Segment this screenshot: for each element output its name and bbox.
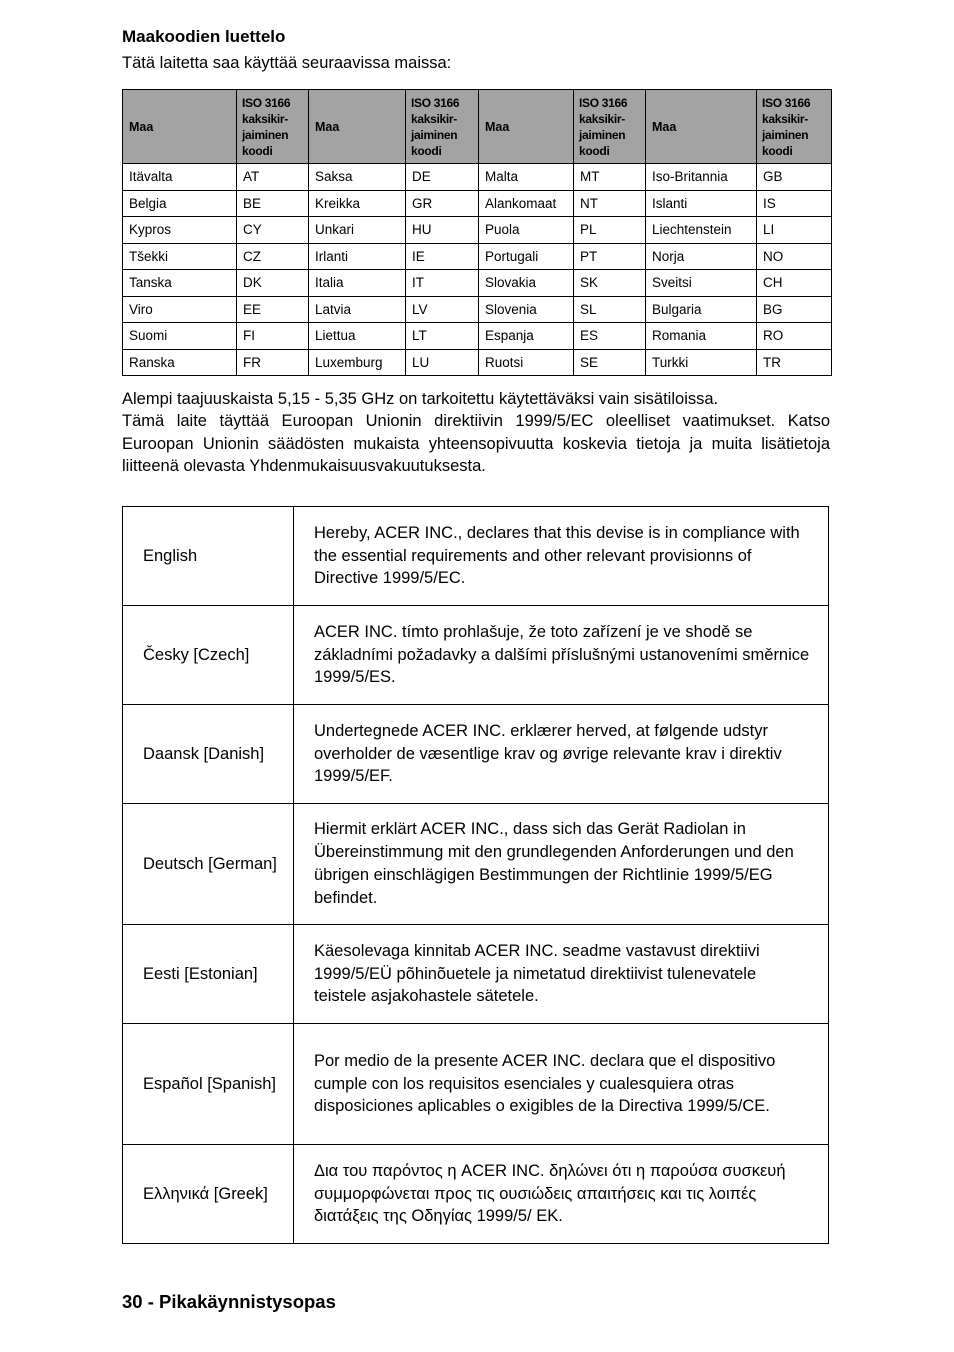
section-intro: Tätä laitetta saa käyttää seuraavissa maissa: bbox=[122, 54, 452, 72]
country-name-cell: Luxemburg bbox=[309, 349, 406, 376]
country-code-cell: PL bbox=[574, 217, 646, 244]
country-code-cell: SE bbox=[574, 349, 646, 376]
country-code-cell: LI bbox=[757, 217, 832, 244]
country-name-cell: Tanska bbox=[123, 270, 237, 297]
country-code-cell: EE bbox=[237, 296, 309, 323]
table-row bbox=[123, 243, 832, 270]
declaration-row bbox=[123, 804, 829, 925]
country-name-cell: Norja bbox=[646, 243, 757, 270]
header-iso-code: ISO 3166 kaksikir-jaiminen koodi bbox=[574, 90, 646, 164]
country-code-cell: GR bbox=[406, 190, 479, 217]
table-row bbox=[123, 323, 832, 350]
country-name-cell: Bulgaria bbox=[646, 296, 757, 323]
country-name-cell: Viro bbox=[123, 296, 237, 323]
country-code-cell: SK bbox=[574, 270, 646, 297]
country-name-cell: Belgia bbox=[123, 190, 237, 217]
country-table-body bbox=[123, 164, 832, 376]
country-name-cell: Itävalta bbox=[123, 164, 237, 191]
country-name-cell: Suomi bbox=[123, 323, 237, 350]
declaration-row bbox=[123, 507, 829, 606]
country-code-cell: CH bbox=[757, 270, 832, 297]
declaration-language: English bbox=[123, 507, 294, 606]
country-code-cell: LV bbox=[406, 296, 479, 323]
country-name-cell: Latvia bbox=[309, 296, 406, 323]
country-code-cell: IS bbox=[757, 190, 832, 217]
country-name-cell: Liettua bbox=[309, 323, 406, 350]
declaration-row bbox=[123, 705, 829, 804]
country-code-cell: FR bbox=[237, 349, 309, 376]
table-row bbox=[123, 270, 832, 297]
country-code-cell: LT bbox=[406, 323, 479, 350]
declaration-table-body bbox=[123, 507, 829, 1244]
header-country: Maa bbox=[123, 90, 237, 164]
country-name-cell: Ruotsi bbox=[479, 349, 574, 376]
country-name-cell: Alankomaat bbox=[479, 190, 574, 217]
header-iso-code: ISO 3166 kaksikir-jaiminen koodi bbox=[757, 90, 832, 164]
declaration-row bbox=[123, 925, 829, 1024]
country-code-cell: SL bbox=[574, 296, 646, 323]
country-code-cell: NO bbox=[757, 243, 832, 270]
country-name-cell: Turkki bbox=[646, 349, 757, 376]
table-row bbox=[123, 296, 832, 323]
country-name-cell: Kreikka bbox=[309, 190, 406, 217]
country-code-cell: DK bbox=[237, 270, 309, 297]
country-code-table bbox=[122, 89, 832, 376]
country-code-cell: IE bbox=[406, 243, 479, 270]
declaration-row bbox=[123, 1024, 829, 1145]
declaration-text: Hiermit erklärt ACER INC., dass sich das Gerät Radiolan in Übereinstimmung mit den grundlegenden Anforderungen und den übrigen einschlägigen Bestimmungen der Richtlinie 1999/5/EG befindet. bbox=[294, 804, 829, 925]
table-row bbox=[123, 164, 832, 191]
country-code-cell: MT bbox=[574, 164, 646, 191]
country-code-cell: AT bbox=[237, 164, 309, 191]
header-country: Maa bbox=[309, 90, 406, 164]
country-name-cell: Unkari bbox=[309, 217, 406, 244]
country-name-cell: Slovenia bbox=[479, 296, 574, 323]
country-code-cell: DE bbox=[406, 164, 479, 191]
declaration-text: Hereby, ACER INC., declares that this devise is in compliance with the essential requirements and other relevant provisionns of Directive 1999/5/EC. bbox=[294, 507, 829, 606]
country-name-cell: Tšekki bbox=[123, 243, 237, 270]
section-title: Maakoodien luettelo bbox=[122, 27, 286, 46]
declaration-row bbox=[123, 1145, 829, 1244]
country-name-cell: Slovakia bbox=[479, 270, 574, 297]
table-row bbox=[123, 217, 832, 244]
table-header-row bbox=[123, 90, 832, 164]
country-code-cell: BG bbox=[757, 296, 832, 323]
country-code-cell: PT bbox=[574, 243, 646, 270]
table-row bbox=[123, 349, 832, 376]
country-code-cell: CY bbox=[237, 217, 309, 244]
frequency-note: Alempi taajuuskaista 5,15 - 5,35 GHz on tarkoitettu käytettäväksi vain sisätiloissa. bbox=[122, 390, 719, 408]
country-name-cell: Sveitsi bbox=[646, 270, 757, 297]
country-name-cell: Puola bbox=[479, 217, 574, 244]
country-name-cell: Malta bbox=[479, 164, 574, 191]
country-name-cell: Italia bbox=[309, 270, 406, 297]
declaration-language: Ελληνικά [Greek] bbox=[123, 1145, 294, 1244]
country-code-cell: TR bbox=[757, 349, 832, 376]
table-row bbox=[123, 190, 832, 217]
header-country: Maa bbox=[479, 90, 574, 164]
header-iso-code: ISO 3166 kaksikir-jaiminen koodi bbox=[237, 90, 309, 164]
country-code-cell: CZ bbox=[237, 243, 309, 270]
country-code-cell: GB bbox=[757, 164, 832, 191]
declaration-language: Español [Spanish] bbox=[123, 1024, 294, 1145]
country-code-cell: LU bbox=[406, 349, 479, 376]
country-name-cell: Saksa bbox=[309, 164, 406, 191]
country-name-cell: Islanti bbox=[646, 190, 757, 217]
country-name-cell: Liechtenstein bbox=[646, 217, 757, 244]
country-name-cell: Iso-Britannia bbox=[646, 164, 757, 191]
country-code-cell: NT bbox=[574, 190, 646, 217]
country-code-cell: ES bbox=[574, 323, 646, 350]
country-code-cell: HU bbox=[406, 217, 479, 244]
declaration-language: Eesti [Estonian] bbox=[123, 925, 294, 1024]
header-country: Maa bbox=[646, 90, 757, 164]
declaration-text: Δια του παρόντος η ACER INC. δηλώνει ότι η παρούσα συσκευή συμμορφώνεται προς τις ουσιώδεις απαιτήσεις και τις λοιπές διατάξεις της Οδηγίας 1999/5/ ΕΚ. bbox=[294, 1145, 829, 1244]
declaration-text: Por medio de la presente ACER INC. declara que el dispositivo cumple con los requisitos esenciales y cualesquiera otras disposiciones aplicables o exigibles de la Directiva 1999/5/CE. bbox=[294, 1024, 829, 1145]
country-code-cell: RO bbox=[757, 323, 832, 350]
country-code-cell: BE bbox=[237, 190, 309, 217]
country-code-cell: FI bbox=[237, 323, 309, 350]
declaration-table bbox=[122, 506, 829, 1244]
country-name-cell: Espanja bbox=[479, 323, 574, 350]
compliance-note: Tämä laite täyttää Euroopan Unionin direktiivin 1999/5/EC oleelliset vaatimukset. Katso Euroopan Unionin säädösten mukaista yhteensopivuutta koskevia tietoja ja muita lisätietoja liitteenä olevasta Yhdenmukaisuusvakuutuksesta. bbox=[122, 412, 830, 476]
header-iso-code: ISO 3166 kaksikir-jaiminen koodi bbox=[406, 90, 479, 164]
declaration-row bbox=[123, 606, 829, 705]
declaration-language: Daansk [Danish] bbox=[123, 705, 294, 804]
declaration-text: Käesolevaga kinnitab ACER INC. seadme vastavust direktiivi 1999/5/EÜ põhinõuetele ja nimetatud direktiivist tulenevatele teistele asjakohastele sätetele. bbox=[294, 925, 829, 1024]
country-name-cell: Ranska bbox=[123, 349, 237, 376]
page-footer: 30 - Pikakäynnistysopas bbox=[122, 1291, 336, 1312]
country-name-cell: Irlanti bbox=[309, 243, 406, 270]
declaration-text: Undertegnede ACER INC. erklærer herved, at følgende udstyr overholder de væsentlige krav og øvrige relevante krav i direktiv 1999/5/EF. bbox=[294, 705, 829, 804]
declaration-language: Česky [Czech] bbox=[123, 606, 294, 705]
declaration-language: Deutsch [German] bbox=[123, 804, 294, 925]
declaration-text: ACER INC. tímto prohlašuje, že toto zařízení je ve shodě se základními požadavky a dalšími příslušnými ustanoveními směrnice 1999/5/ES. bbox=[294, 606, 829, 705]
country-name-cell: Kypros bbox=[123, 217, 237, 244]
country-name-cell: Portugali bbox=[479, 243, 574, 270]
country-code-cell: IT bbox=[406, 270, 479, 297]
country-name-cell: Romania bbox=[646, 323, 757, 350]
